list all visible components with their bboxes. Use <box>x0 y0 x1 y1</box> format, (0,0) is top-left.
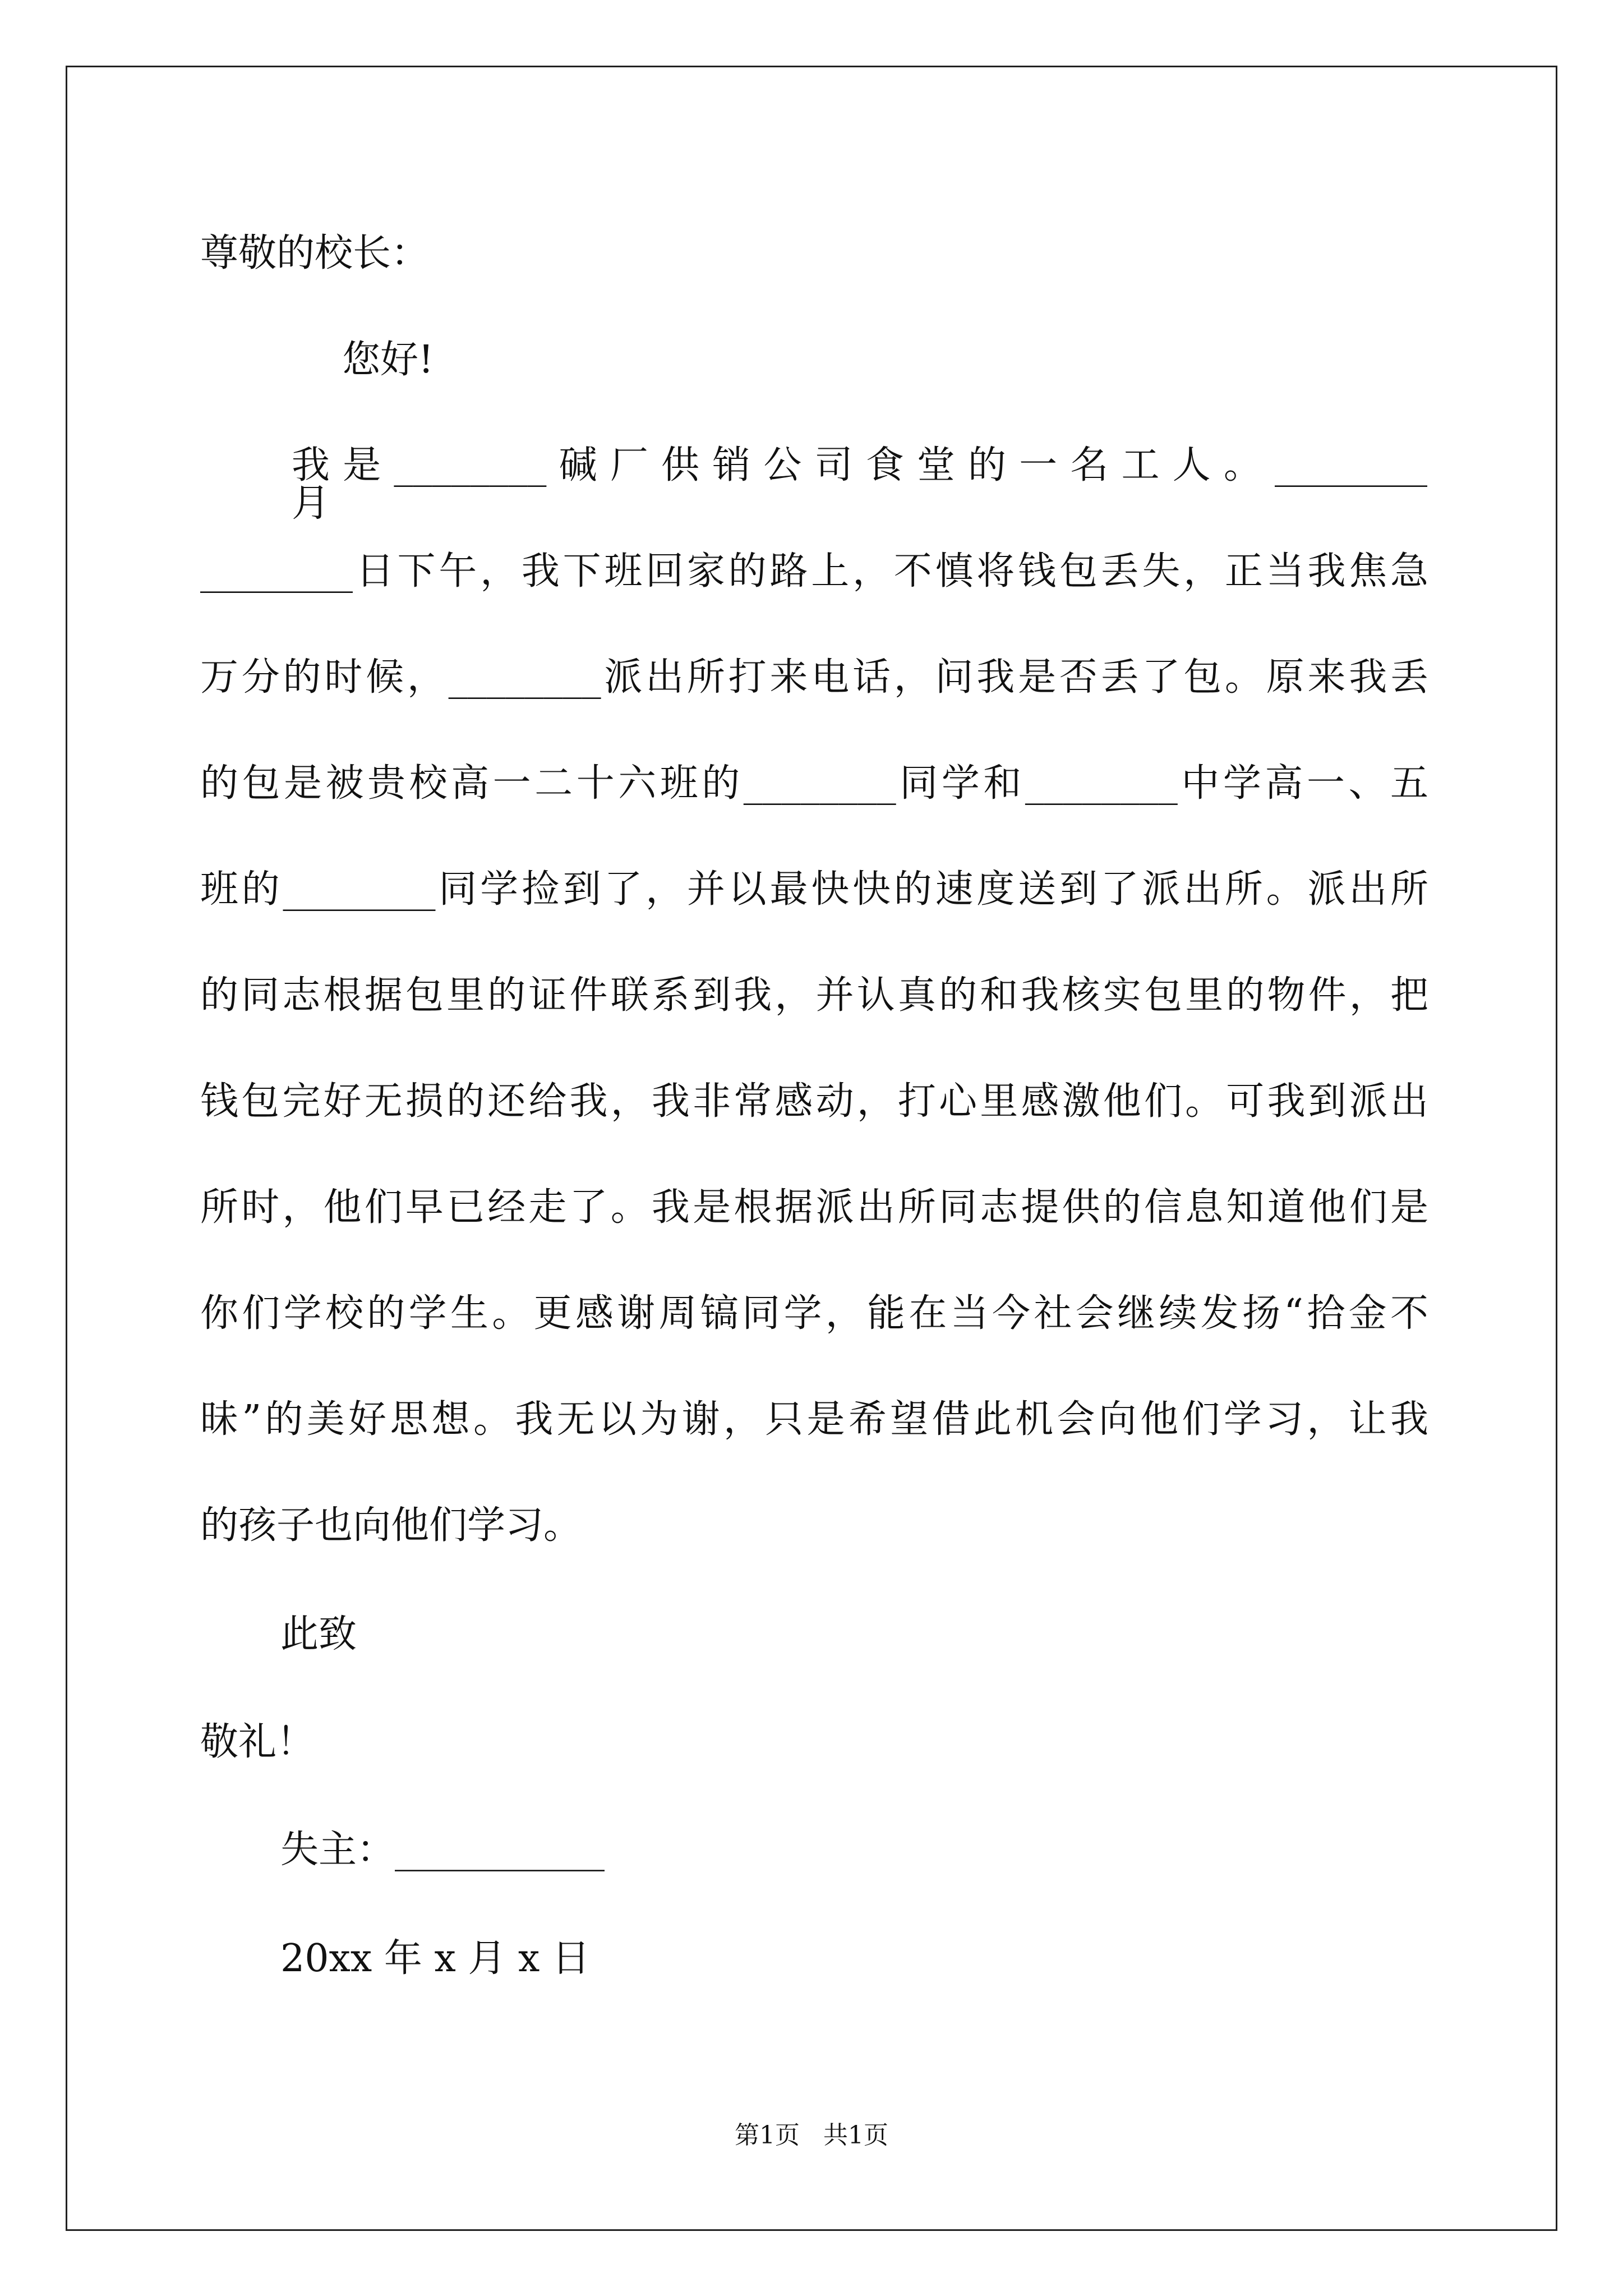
signature: 失主：___________ <box>280 1828 605 1872</box>
body-line: 的同志根据包里的证件联系到我，并认真的和我核实包里的物件，把 <box>200 973 1428 1018</box>
page-border <box>66 66 1557 2231</box>
closing-respectfully: 此致 <box>280 1612 357 1657</box>
body-line: 你们学校的学生。更感谢周镐同学，能在当今社会继续发扬“拾金不 <box>200 1291 1428 1336</box>
greeting: 您好! <box>342 338 434 382</box>
date: 20xx 年 x 月 x 日 <box>280 1936 591 1981</box>
page-number: 第1页 共1页 <box>735 2121 888 2150</box>
body-line: 钱包完好无损的还给我，我非常感动，打心里感激他们。可我到派出 <box>200 1079 1428 1124</box>
body-line: 所时，他们早已经走了。我是根据派出所同志提供的信息知道他们是 <box>200 1185 1428 1230</box>
body-line: 我 是 ________ 碱 厂 供 销 公 司 食 堂 的 一 名 工 人 。 ________ 月 <box>292 443 1427 526</box>
body-line: 班的________同学捡到了，并以最快快的速度送到了派出所。派出所 <box>200 867 1428 912</box>
body-line: 万分的时候，________派出所打来电话，问我是否丢了包。原来我丢 <box>200 655 1428 700</box>
salutation: 尊敬的校长： <box>200 231 430 275</box>
closing-salute: 敬礼！ <box>200 1720 315 1764</box>
body-line: 昧”的美好思想。我无以为谢，只是希望借此机会向他们学习，让我 <box>200 1397 1428 1442</box>
body-line: 的孩子也向他们学习。 <box>200 1503 582 1548</box>
body-line: 的包是被贵校高一二十六班的________同学和________中学高一、五 <box>200 761 1428 806</box>
body-line: ________日下午，我下班回家的路上，不慎将钱包丢失，正当我焦急 <box>200 549 1428 593</box>
